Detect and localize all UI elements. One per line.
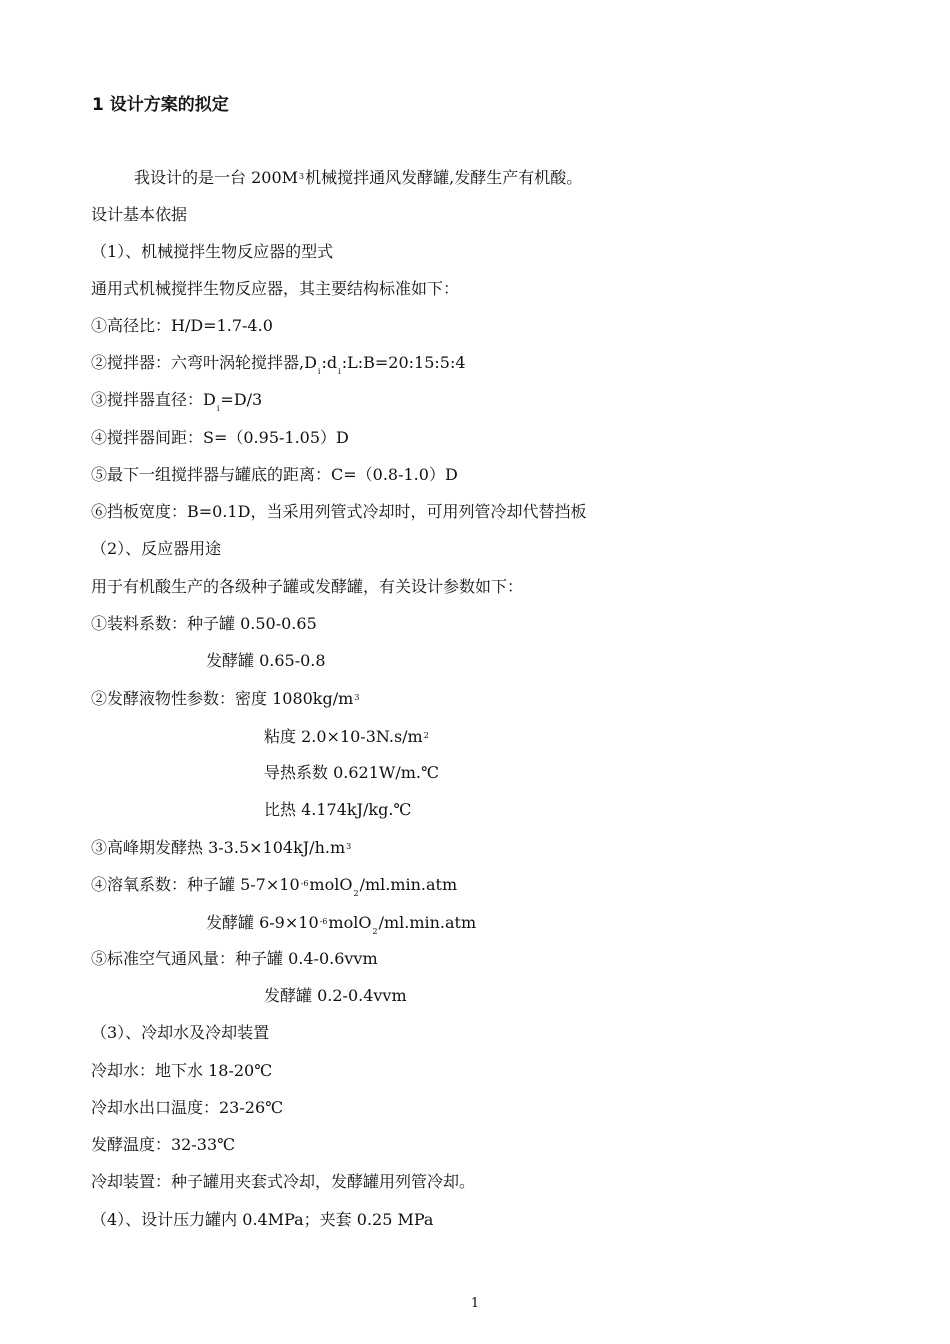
item-agitator-spacing: ④搅拌器间距：S=（0.95-1.05）D	[91, 428, 349, 447]
cooling-water: 冷却水：地下水 18-20℃	[91, 1061, 273, 1080]
section-2-title: （2）、反应器用途	[91, 539, 222, 558]
param-viscosity: 粘度 $2.0\times 10-3N.s/m^2$	[264, 727, 429, 746]
item-baffle-width: ⑥挡板宽度：B=0.1D，当采用列管式冷却时，可用列管冷却代替挡板	[91, 502, 587, 521]
section-4-title: （4）、设计压力罐内 0.4MPa；夹套 0.25 MPa	[91, 1210, 434, 1229]
fermentation-temp: 发酵温度：32-33℃	[91, 1135, 236, 1154]
param-conductivity: 导热系数 0.621W/m.℃	[264, 763, 439, 782]
param-airflow-seed: ⑤标准空气通风量：种子罐 0.4-0.6vvm	[91, 949, 378, 968]
param-fill-seed: ①装料系数：种子罐 0.50-0.65	[91, 614, 317, 633]
item-bottom-distance: ⑤最下一组搅拌器与罐底的距离：C=（0.8-1.0）D	[91, 465, 458, 484]
param-density: ②发酵液物性参数：密度 $1080kg/m^3$	[91, 689, 360, 708]
basis-title: 设计基本依据	[91, 205, 188, 224]
section-1-lead: 通用式机械搅拌生物反应器，其主要结构标准如下：	[91, 279, 460, 298]
param-specific-heat: 比热 4.174kJ/kg.℃	[264, 800, 412, 819]
intro-line: 我设计的是一台 $200M^3$机械搅拌通风发酵罐,发酵生产有机酸。	[134, 168, 583, 187]
item-agitator-diameter: ③搅拌器直径：$D_i=D/3$	[91, 390, 263, 413]
cooling-outlet-temp: 冷却水出口温度：23-26℃	[91, 1098, 284, 1117]
param-oxygen-seed: ④溶氧系数：种子罐 $5-7\times 10^{-6}molO_2/ml.\min.atm$	[91, 875, 458, 898]
section-3-title: （3）、冷却水及冷却装置	[91, 1023, 270, 1042]
item-agitator: ②搅拌器：六弯叶涡轮搅拌器$,D_i:d_i:L:B=20:15:5:4$	[91, 353, 466, 376]
section-2-lead: 用于有机酸生产的各级种子罐或发酵罐，有关设计参数如下：	[91, 577, 524, 596]
page-number: 1	[470, 1296, 480, 1311]
cooling-device: 冷却装置：种子罐用夹套式冷却，发酵罐用列管冷却。	[91, 1172, 476, 1191]
param-airflow-ferment: 发酵罐 0.2-0.4vvm	[264, 986, 407, 1005]
section-heading: 1 设计方案的拟定	[92, 95, 229, 115]
item-height-ratio: ①高径比：H/D=1.7-4.0	[91, 316, 273, 335]
param-peak-heat: ③高峰期发酵热 $3-3.5\times 104kJ/h.m^3$	[91, 838, 352, 857]
param-fill-ferment: 发酵罐 0.65-0.8	[206, 651, 326, 670]
param-oxygen-ferment: 发酵罐 $6-9\times 10^{-6}molO_2/ml.\min.atm$	[206, 913, 477, 936]
section-1-title: （1）、机械搅拌生物反应器的型式	[91, 242, 334, 261]
